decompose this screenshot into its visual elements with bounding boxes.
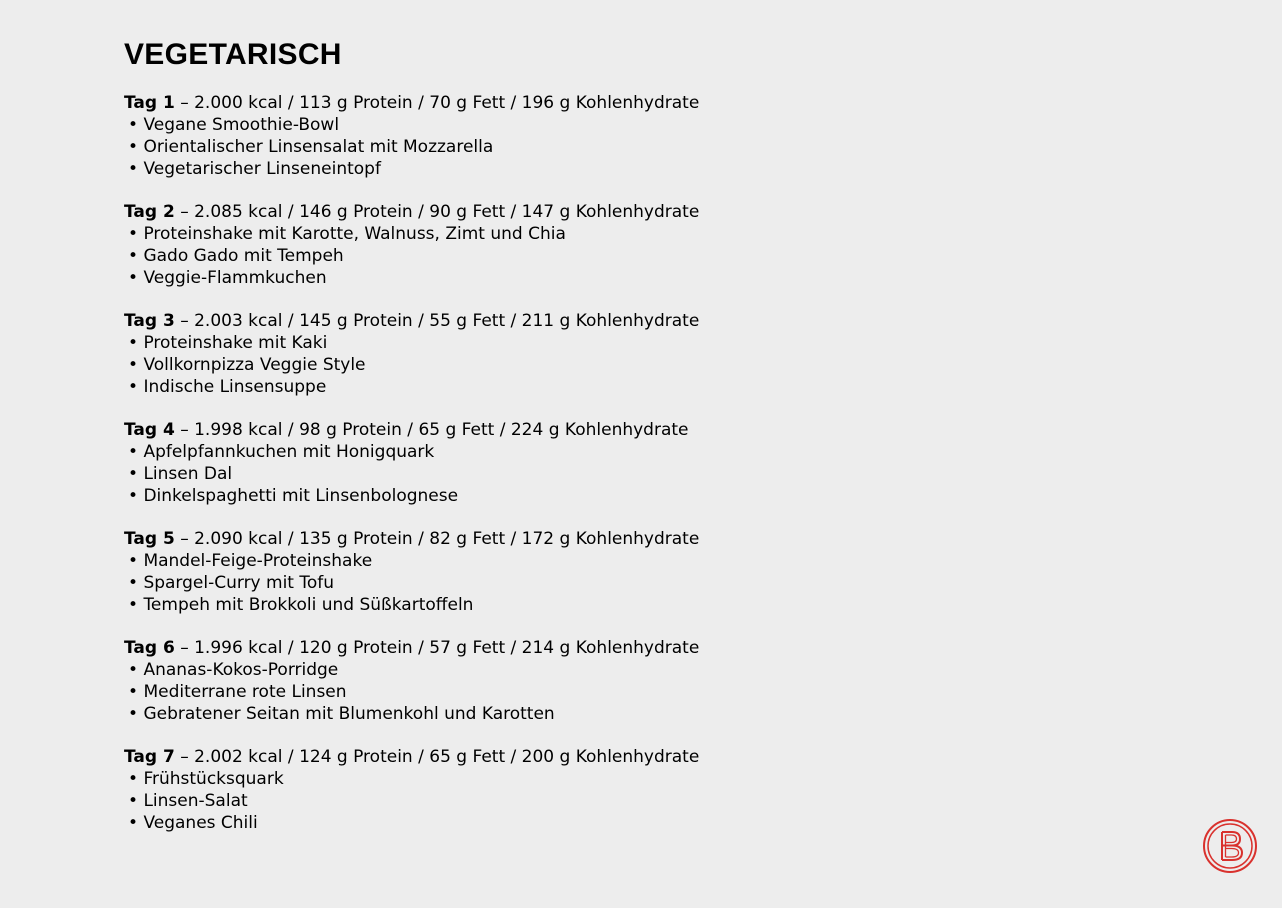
meal-item xyxy=(124,659,1024,681)
dash: – xyxy=(180,747,189,767)
meal-item xyxy=(124,223,1024,245)
bullet-icon: • xyxy=(128,682,139,702)
bullet-icon: • xyxy=(128,159,139,179)
meal-item xyxy=(124,332,1024,354)
document-content xyxy=(124,36,1024,855)
meal-item xyxy=(124,441,1024,463)
protein-value: 113 g Protein xyxy=(299,93,413,113)
fat-value: 65 g Fett xyxy=(429,747,506,767)
bullet-icon: • xyxy=(128,551,139,571)
kcal-value: 2.085 kcal xyxy=(194,202,283,222)
carbs-value: 196 g Kohlenhydrate xyxy=(521,93,700,113)
kcal-value: 1.998 kcal xyxy=(194,420,283,440)
day-block xyxy=(124,92,1024,180)
day-block xyxy=(124,419,1024,507)
fat-value: 57 g Fett xyxy=(429,638,506,658)
bullet-icon: • xyxy=(128,813,139,833)
meal-name: Veganes Chili xyxy=(143,813,258,833)
bullet-icon: • xyxy=(128,464,139,484)
meal-name: Gebratener Seitan mit Blumenkohl und Karotten xyxy=(143,704,555,724)
day-header: Tag 1 – 2.000 kcal / 113 g Protein / 70 g Fett / 196 g Kohlenhydrate xyxy=(124,93,700,113)
meal-item xyxy=(124,550,1024,572)
day-label: Tag 7 xyxy=(124,747,175,767)
meal-item xyxy=(124,681,1024,703)
meal-item xyxy=(124,572,1024,594)
bullet-icon: • xyxy=(128,660,139,680)
day-block xyxy=(124,746,1024,834)
meal-name: Mandel-Feige-Proteinshake xyxy=(143,551,373,571)
meal-name: Orientalischer Linsensalat mit Mozzarella xyxy=(143,137,494,157)
meal-name: Dinkelspaghetti mit Linsenbolognese xyxy=(143,486,459,506)
day-list xyxy=(124,92,1024,834)
day-label: Tag 3 xyxy=(124,311,175,331)
kcal-value: 1.996 kcal xyxy=(194,638,283,658)
day-header: Tag 4 – 1.998 kcal / 98 g Protein / 65 g Fett / 224 g Kohlenhydrate xyxy=(124,420,689,440)
day-label: Tag 1 xyxy=(124,93,175,113)
carbs-value: 224 g Kohlenhydrate xyxy=(510,420,689,440)
bullet-icon: • xyxy=(128,704,139,724)
carbs-value: 211 g Kohlenhydrate xyxy=(521,311,700,331)
dash: – xyxy=(180,420,189,440)
meal-item xyxy=(124,114,1024,136)
meal-name: Vegane Smoothie-Bowl xyxy=(143,115,340,135)
day-label: Tag 5 xyxy=(124,529,175,549)
meal-name: Vegetarischer Linseneintopf xyxy=(143,159,381,179)
fat-value: 90 g Fett xyxy=(429,202,506,222)
fat-value: 55 g Fett xyxy=(429,311,506,331)
meal-item xyxy=(124,768,1024,790)
bullet-icon: • xyxy=(128,355,139,375)
carbs-value: 147 g Kohlenhydrate xyxy=(521,202,700,222)
day-block xyxy=(124,310,1024,398)
bullet-icon: • xyxy=(128,137,139,157)
protein-value: 135 g Protein xyxy=(299,529,413,549)
kcal-value: 2.000 kcal xyxy=(194,93,283,113)
day-header: Tag 3 – 2.003 kcal / 145 g Protein / 55 g Fett / 211 g Kohlenhydrate xyxy=(124,311,700,331)
meal-name: Proteinshake mit Karotte, Walnuss, Zimt und Chia xyxy=(143,224,566,244)
fat-value: 65 g Fett xyxy=(418,420,495,440)
meal-name: Indische Linsensuppe xyxy=(143,377,327,397)
meal-item xyxy=(124,594,1024,616)
bullet-icon: • xyxy=(128,573,139,593)
protein-value: 98 g Protein xyxy=(299,420,402,440)
meal-item xyxy=(124,136,1024,158)
meal-item xyxy=(124,376,1024,398)
day-block xyxy=(124,201,1024,289)
kcal-value: 2.090 kcal xyxy=(194,529,283,549)
meal-item xyxy=(124,158,1024,180)
bullet-icon: • xyxy=(128,246,139,266)
protein-value: 145 g Protein xyxy=(299,311,413,331)
carbs-value: 200 g Kohlenhydrate xyxy=(521,747,700,767)
day-header: Tag 2 – 2.085 kcal / 146 g Protein / 90 g Fett / 147 g Kohlenhydrate xyxy=(124,202,700,222)
meal-name: Frühstücksquark xyxy=(143,769,284,789)
day-header: Tag 5 – 2.090 kcal / 135 g Protein / 82 g Fett / 172 g Kohlenhydrate xyxy=(124,529,700,549)
meal-name: Proteinshake mit Kaki xyxy=(143,333,328,353)
meal-item xyxy=(124,790,1024,812)
carbs-value: 172 g Kohlenhydrate xyxy=(521,529,700,549)
bullet-icon: • xyxy=(128,769,139,789)
meal-item xyxy=(124,812,1024,834)
dash: – xyxy=(180,638,189,658)
dash: – xyxy=(180,202,189,222)
bullet-icon: • xyxy=(128,224,139,244)
dash: – xyxy=(180,311,189,331)
page-title: VEGETARISCH xyxy=(124,38,342,71)
meal-name: Apfelpfannkuchen mit Honigquark xyxy=(143,442,435,462)
day-label: Tag 2 xyxy=(124,202,175,222)
day-label: Tag 4 xyxy=(124,420,175,440)
bullet-icon: • xyxy=(128,377,139,397)
kcal-value: 2.003 kcal xyxy=(194,311,283,331)
bullet-icon: • xyxy=(128,333,139,353)
meal-item xyxy=(124,463,1024,485)
day-label: Tag 6 xyxy=(124,638,175,658)
meal-name: Vollkornpizza Veggie Style xyxy=(143,355,366,375)
meal-item xyxy=(124,703,1024,725)
bullet-icon: • xyxy=(128,595,139,615)
meal-name: Mediterrane rote Linsen xyxy=(143,682,347,702)
meal-name: Linsen Dal xyxy=(143,464,233,484)
protein-value: 120 g Protein xyxy=(299,638,413,658)
dash: – xyxy=(180,529,189,549)
meal-item xyxy=(124,354,1024,376)
protein-value: 124 g Protein xyxy=(299,747,413,767)
meal-name: Tempeh mit Brokkoli und Süßkartoffeln xyxy=(143,595,474,615)
carbs-value: 214 g Kohlenhydrate xyxy=(521,638,700,658)
meal-name: Gado Gado mit Tempeh xyxy=(143,246,344,266)
meal-name: Veggie-Flammkuchen xyxy=(143,268,327,288)
bullet-icon: • xyxy=(128,486,139,506)
bullet-icon: • xyxy=(128,115,139,135)
day-block xyxy=(124,637,1024,725)
meal-name: Linsen-Salat xyxy=(143,791,248,811)
meal-item xyxy=(124,267,1024,289)
kcal-value: 2.002 kcal xyxy=(194,747,283,767)
meal-item xyxy=(124,245,1024,267)
day-block xyxy=(124,528,1024,616)
meal-name: Spargel-Curry mit Tofu xyxy=(143,573,335,593)
bullet-icon: • xyxy=(128,442,139,462)
brand-b-logo-icon xyxy=(1202,818,1258,874)
day-header: Tag 7 – 2.002 kcal / 124 g Protein / 65 g Fett / 200 g Kohlenhydrate xyxy=(124,747,700,767)
fat-value: 82 g Fett xyxy=(429,529,506,549)
meal-name: Ananas-Kokos-Porridge xyxy=(143,660,339,680)
day-header: Tag 6 – 1.996 kcal / 120 g Protein / 57 g Fett / 214 g Kohlenhydrate xyxy=(124,638,700,658)
bullet-icon: • xyxy=(128,791,139,811)
dash: – xyxy=(180,93,189,113)
protein-value: 146 g Protein xyxy=(299,202,413,222)
bullet-icon: • xyxy=(128,268,139,288)
fat-value: 70 g Fett xyxy=(429,93,506,113)
meal-item xyxy=(124,485,1024,507)
